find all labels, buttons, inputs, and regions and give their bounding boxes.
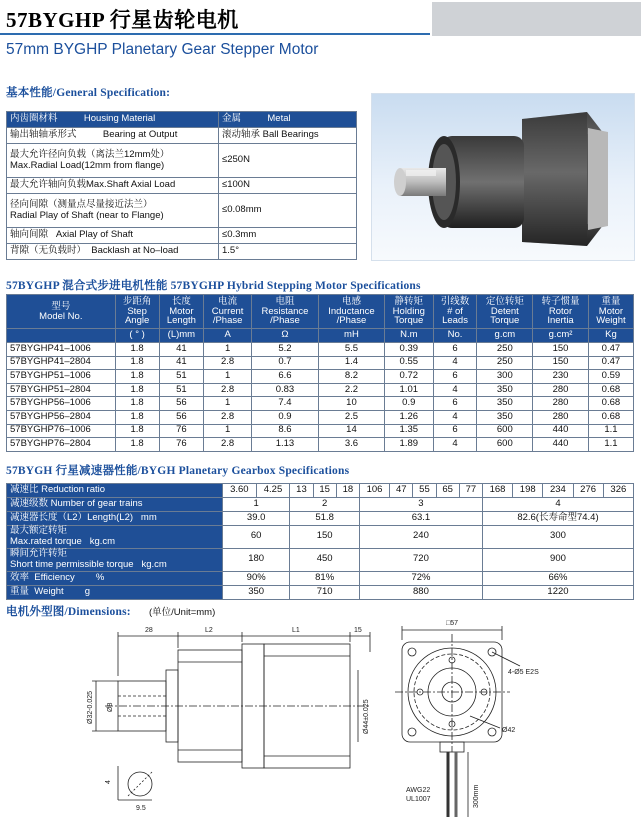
gearbox-row — [7, 498, 634, 512]
motor-spec-col-header-line: Inertia — [547, 315, 574, 327]
gearbox-value-cell: 51.8 — [290, 512, 360, 526]
gearbox-ratio-cell: 168 — [482, 484, 512, 498]
motor-spec-col-header-line: 静转矩 — [394, 295, 424, 307]
motor-spec-cell: 1.8 — [115, 438, 159, 452]
motor-spec-cell: 2.8 — [204, 356, 252, 370]
gearbox-value-cell: 81% — [290, 571, 360, 585]
motor-spec-col-header-line: 定位转矩 — [485, 295, 524, 307]
general-spec-row — [7, 228, 357, 244]
motor-spec-col-header-line: Rotor — [548, 305, 573, 317]
motor-spec-cell: 1.13 — [252, 438, 319, 452]
general-spec-item-line: 输出轴轴承形式 Bearing at Output — [10, 129, 178, 141]
general-spec-item-line: 最大允许径向负载（离法兰12mm处） — [10, 148, 170, 160]
motor-model-cell: 57BYGHP51–2804 — [7, 383, 116, 397]
motor-spec-col-header-line: Detent — [490, 305, 519, 317]
motor-spec-cell: 1.8 — [115, 370, 159, 384]
motor-spec-col-header — [318, 295, 384, 329]
motor-spec-cell: 1.8 — [115, 424, 159, 438]
gearbox-row-label-line: 瞬间允许转矩 — [10, 547, 68, 559]
gearbox-row-label — [7, 585, 223, 599]
motor-spec-cell: 1.4 — [318, 356, 384, 370]
motor-spec-unit: g.cm — [477, 329, 533, 343]
motor-spec-unit — [7, 329, 116, 343]
motor-spec-cell: 440 — [533, 438, 589, 452]
gearbox-value-cell: 4 — [482, 498, 633, 512]
motor-spec-unit: g.cm² — [533, 329, 589, 343]
motor-spec-cell: 600 — [477, 438, 533, 452]
dim-label-holes: 4-Ø5 E2S — [508, 669, 539, 676]
general-spec-item-line: Max.Radial Load(12mm from flange) — [10, 159, 165, 171]
gearbox-ratio-row — [7, 484, 634, 498]
motor-spec-cell: 1 — [204, 424, 252, 438]
motor-model-cell: 57BYGHP56–1006 — [7, 397, 116, 411]
motor-spec-cell: 1.8 — [115, 356, 159, 370]
gearbox-ratio-cell: 4.25 — [256, 484, 290, 498]
motor-spec-cell: 1 — [204, 397, 252, 411]
dim-label-l2: L2 — [205, 627, 213, 634]
motor-spec-row — [7, 383, 634, 397]
motor-spec-cell: 350 — [477, 397, 533, 411]
motor-spec-col-header-line: Resistance — [261, 305, 309, 317]
gearbox-row-label-line: Max.rated torque kg.cm — [10, 535, 116, 547]
general-spec-item-line: 轴向间隙 Axial Play of Shaft — [10, 229, 134, 241]
general-spec-item-line: 径向间隙（测量点尽量接近法兰） — [10, 198, 153, 210]
motor-spec-cell: 1.1 — [588, 424, 633, 438]
motor-model-cell: 57BYGHP41–1006 — [7, 343, 116, 357]
gearbox-ratio-cell: 65 — [436, 484, 459, 498]
gearbox-ratio-cell: 15 — [313, 484, 336, 498]
general-spec-row — [7, 194, 357, 228]
gearbox-value-cell: 900 — [482, 548, 633, 571]
motor-spec-col-header — [385, 295, 434, 329]
motor-spec-cell: 8.2 — [318, 370, 384, 384]
motor-spec-unit: mH — [318, 329, 384, 343]
gearbox-value-cell: 150 — [290, 526, 360, 549]
motor-spec-cell: 51 — [159, 383, 204, 397]
general-spec-value: ≤250N — [219, 144, 357, 178]
general-spec-item — [7, 178, 219, 194]
gearbox-row-label-line: 最大额定转矩 — [10, 525, 68, 536]
motor-spec-cell: 1 — [204, 370, 252, 384]
motor-spec-cell: 1.01 — [385, 383, 434, 397]
gearbox-ratio-label: 减速比 Reduction ratio — [7, 484, 223, 498]
motor-spec-cell: 10 — [318, 397, 384, 411]
motor-spec-cell: 41 — [159, 343, 204, 357]
motor-spec-col-header-line: Leads — [442, 315, 468, 327]
gearbox-value-cell: 350 — [223, 585, 290, 599]
motor-spec-cell: 6 — [433, 343, 477, 357]
motor-spec-unit: ( ° ) — [115, 329, 159, 343]
gearbox-row — [7, 571, 634, 585]
dim-label-15: 15 — [354, 627, 362, 634]
motor-spec-col-header-line: /Phase — [212, 315, 243, 327]
motor-spec-cell: 350 — [477, 383, 533, 397]
motor-spec-header — [7, 295, 634, 329]
motor-spec-cell: 0.68 — [588, 410, 633, 424]
general-spec-value: 滚动轴承 Ball Bearings — [219, 128, 357, 144]
gearbox-value-cell: 710 — [290, 585, 360, 599]
general-spec-item-line: 最大允许轴向负载Max.Shaft Axial Load — [10, 179, 176, 191]
motor-spec-cell: 7.4 — [252, 397, 319, 411]
motor-spec-title: 57BYGHP 混合式步进电机性能 57BYGHP Hybrid Stepping Motor Specifications — [6, 280, 421, 292]
motor-spec-col-header — [588, 295, 633, 329]
motor-spec-cell: 1.89 — [385, 438, 434, 452]
motor-spec-cell: 0.68 — [588, 397, 633, 411]
motor-spec-col-header-line: 引线数 — [440, 295, 470, 307]
motor-spec-col-header-line: 长度 — [171, 295, 191, 307]
motor-spec-cell: 0.9 — [385, 397, 434, 411]
motor-spec-cell: 280 — [533, 397, 589, 411]
gearbox-row — [7, 585, 634, 599]
dim-label-wire1: AWG22 — [406, 787, 431, 794]
page-subtitle: 57mm BYGHP Planetary Gear Stepper Motor — [6, 41, 319, 58]
general-spec-header-value: 金属 Metal — [219, 112, 357, 128]
motor-spec-col-header — [7, 295, 116, 329]
motor-spec-col-header-line: Holding — [392, 305, 425, 317]
gearbox-ratio-cell: 198 — [513, 484, 543, 498]
motor-spec-col-header-line: Inductance — [328, 305, 375, 317]
dimensions-unit: (单位/Unit=mm) — [149, 607, 216, 618]
motor-spec-row — [7, 424, 634, 438]
motor-spec-cell: 3.6 — [318, 438, 384, 452]
motor-spec-cell: 600 — [477, 424, 533, 438]
gearbox-value-cell: 2 — [290, 498, 360, 512]
motor-spec-cell: 250 — [477, 356, 533, 370]
motor-spec-cell: 1.26 — [385, 410, 434, 424]
gearbox-value-cell: 72% — [359, 571, 482, 585]
dim-label-d44: Ø44±0.025 — [363, 699, 370, 734]
general-spec-table — [6, 111, 357, 260]
motor-spec-col-header-line: Current — [211, 305, 244, 317]
motor-spec-unit: N.m — [385, 329, 434, 343]
motor-spec-cell: 280 — [533, 383, 589, 397]
general-spec-item-line: 背隙（无负载时） Backlash at No–load — [10, 245, 179, 257]
motor-spec-cell: 0.55 — [385, 356, 434, 370]
motor-spec-col-header-line: 步距角 — [122, 295, 152, 307]
gearbox-ratio-cell: 3.60 — [223, 484, 257, 498]
motor-spec-cell: 1.8 — [115, 410, 159, 424]
general-spec-title: 基本性能/General Specification: — [6, 87, 171, 99]
dim-label-d57: □57 — [446, 620, 459, 627]
general-spec-item-line: Radial Play of Shaft (near to Flange) — [10, 209, 164, 221]
motor-spec-cell: 5.2 — [252, 343, 319, 357]
gearbox-value-cell: 63.1 — [359, 512, 482, 526]
motor-spec-cell: 76 — [159, 424, 204, 438]
motor-spec-cell: 0.68 — [588, 383, 633, 397]
general-spec-item — [7, 128, 219, 144]
gearbox-row — [7, 548, 634, 571]
general-spec-value: ≤0.3mm — [219, 228, 357, 244]
motor-spec-cell: 440 — [533, 424, 589, 438]
gearbox-row-label — [7, 526, 223, 549]
dim-label-d32: Ø32-0.025 — [87, 690, 94, 724]
motor-spec-cell: 56 — [159, 397, 204, 411]
motor-spec-cell: 8.6 — [252, 424, 319, 438]
general-spec-value: 1.5° — [219, 244, 357, 260]
general-spec-row — [7, 244, 357, 260]
gearbox-row-label — [7, 571, 223, 585]
dim-label-pcd: Ø42 — [502, 727, 516, 734]
gearbox-ratio-cell: 106 — [359, 484, 389, 498]
general-spec-row — [7, 128, 357, 144]
motor-spec-col-header — [477, 295, 533, 329]
motor-spec-cell: 6 — [433, 424, 477, 438]
motor-model-cell: 57BYGHP56–2804 — [7, 410, 116, 424]
gearbox-ratio-cell: 77 — [459, 484, 482, 498]
motor-spec-cell: 76 — [159, 438, 204, 452]
gearbox-value-cell: 66% — [482, 571, 633, 585]
gearbox-ratio-cell: 18 — [336, 484, 359, 498]
motor-model-cell: 57BYGHP41–2804 — [7, 356, 116, 370]
motor-spec-cell: 41 — [159, 356, 204, 370]
motor-spec-col-header — [159, 295, 204, 329]
motor-spec-col-header-line: # of — [447, 305, 463, 317]
motor-spec-row — [7, 343, 634, 357]
dim-label-lead: 300mm — [473, 784, 480, 808]
dim-label-key95: 9.5 — [136, 805, 146, 812]
motor-spec-cell: 1.8 — [115, 383, 159, 397]
motor-spec-col-header-line: Motor — [169, 305, 194, 317]
motor-spec-col-header-line: 电流 — [218, 295, 238, 307]
motor-spec-unit: Ω — [252, 329, 319, 343]
dim-label-d8: Ø8 — [107, 702, 114, 712]
motor-spec-row — [7, 370, 634, 384]
motor-spec-cell: 0.7 — [252, 356, 319, 370]
gearbox-value-cell: 82.6(长寿命型74.4) — [482, 512, 633, 526]
motor-spec-cell: 2.8 — [204, 383, 252, 397]
motor-spec-cell: 0.47 — [588, 343, 633, 357]
motor-spec-cell: 4 — [433, 410, 477, 424]
motor-spec-cell: 1.8 — [115, 343, 159, 357]
gearbox-ratio-cell: 276 — [573, 484, 603, 498]
motor-spec-cell: 2.8 — [204, 410, 252, 424]
motor-spec-unit: No. — [433, 329, 477, 343]
motor-spec-col-header-line: Weight — [596, 315, 626, 327]
motor-model-cell: 57BYGHP76–1006 — [7, 424, 116, 438]
motor-spec-col-header-line: 电感 — [341, 295, 361, 307]
motor-spec-col-header — [115, 295, 159, 329]
motor-spec-cell: 0.59 — [588, 370, 633, 384]
gearbox-ratio-cell: 55 — [413, 484, 436, 498]
gearbox-ratio-cell: 13 — [290, 484, 313, 498]
motor-spec-cell: 51 — [159, 370, 204, 384]
gearbox-ratio-cell: 234 — [543, 484, 573, 498]
motor-spec-cell: 0.72 — [385, 370, 434, 384]
motor-spec-cell: 1.8 — [115, 397, 159, 411]
motor-spec-unit: A — [204, 329, 252, 343]
motor-spec-cell: 2.8 — [204, 438, 252, 452]
motor-spec-col-header-line: 转子惯量 — [541, 295, 580, 307]
motor-spec-col-header — [252, 295, 319, 329]
motor-spec-cell: 6.6 — [252, 370, 319, 384]
motor-spec-col-header — [533, 295, 589, 329]
motor-spec-table — [6, 294, 634, 452]
motor-spec-col-header-line: Angle — [124, 315, 150, 327]
motor-spec-cell: 0.83 — [252, 383, 319, 397]
motor-spec-cell: 1 — [204, 343, 252, 357]
motor-spec-cell: 2.2 — [318, 383, 384, 397]
motor-spec-cell: 56 — [159, 410, 204, 424]
motor-spec-cell: 4 — [433, 438, 477, 452]
dimensions-title: 电机外型图/Dimensions: — [6, 606, 131, 618]
general-spec-header-item: 内齿圈材料 Housing Material — [7, 112, 219, 128]
motor-spec-units — [7, 329, 634, 343]
motor-spec-cell: 0.47 — [588, 356, 633, 370]
gearbox-value-cell: 1 — [223, 498, 290, 512]
gearbox-value-cell: 39.0 — [223, 512, 290, 526]
page-title: 57BYGHP 行星齿轮电机 — [6, 8, 239, 32]
general-spec-item — [7, 194, 219, 228]
dimension-drawing — [0, 612, 641, 821]
motor-spec-cell: 0.39 — [385, 343, 434, 357]
gearbox-row-label — [7, 548, 223, 571]
gearbox-value-cell: 3 — [359, 498, 482, 512]
gearbox-spec-table — [6, 483, 634, 600]
gearbox-value-cell: 1220 — [482, 585, 633, 599]
motor-spec-row — [7, 410, 634, 424]
dim-label-28: 28 — [145, 627, 153, 634]
motor-spec-col-header-line: /Phase — [270, 315, 300, 327]
motor-spec-unit: Kg — [588, 329, 633, 343]
motor-spec-cell: 14 — [318, 424, 384, 438]
motor-spec-col-header-line: 电阻 — [275, 295, 295, 307]
gearbox-row-label-line: 减速级数 Number of gear trains — [10, 498, 143, 510]
general-spec-item — [7, 244, 219, 260]
motor-spec-col-header — [204, 295, 252, 329]
motor-image — [372, 94, 635, 261]
motor-spec-cell: 230 — [533, 370, 589, 384]
general-spec-row — [7, 144, 357, 178]
motor-spec-cell: 1.1 — [588, 438, 633, 452]
general-spec-item — [7, 228, 219, 244]
header-gray-band — [432, 2, 641, 36]
general-spec-header — [7, 112, 357, 128]
gearbox-ratio-cell: 326 — [603, 484, 633, 498]
header-rule — [0, 33, 430, 35]
motor-model-cell: 57BYGHP76–2804 — [7, 438, 116, 452]
motor-spec-col-header-line: Model No. — [39, 310, 83, 322]
gearbox-ratio-cell: 47 — [390, 484, 413, 498]
motor-spec-cell: 150 — [533, 343, 589, 357]
motor-spec-col-header-line: Torque — [394, 315, 424, 327]
motor-spec-row — [7, 397, 634, 411]
gearbox-row — [7, 526, 634, 549]
gearbox-row-label — [7, 498, 223, 512]
gearbox-spec-title: 57BYGH 行星减速器性能/BYGH Planetary Gearbox Specifications — [6, 465, 350, 477]
gearbox-row-label — [7, 512, 223, 526]
general-spec-value: ≤0.08mm — [219, 194, 357, 228]
general-spec-value: ≤100N — [219, 178, 357, 194]
dim-label-l1: L1 — [292, 627, 300, 634]
gearbox-row — [7, 512, 634, 526]
gearbox-value-cell: 300 — [482, 526, 633, 549]
gearbox-value-cell: 180 — [223, 548, 290, 571]
gearbox-value-cell: 60 — [223, 526, 290, 549]
motor-spec-cell: 6 — [433, 370, 477, 384]
motor-spec-col-header-line: Torque — [490, 315, 520, 327]
motor-spec-col-header — [433, 295, 477, 329]
motor-spec-cell: 350 — [477, 410, 533, 424]
motor-spec-cell: 1.35 — [385, 424, 434, 438]
motor-spec-cell: 5.5 — [318, 343, 384, 357]
motor-spec-col-header-line: Step — [127, 305, 147, 317]
gearbox-row-label-line: 效率 Efficiency % — [10, 571, 105, 583]
motor-spec-cell: 250 — [477, 343, 533, 357]
gearbox-value-cell: 450 — [290, 548, 360, 571]
motor-spec-col-header-line: Length — [166, 315, 196, 327]
motor-model-cell: 57BYGHP51–1006 — [7, 370, 116, 384]
motor-spec-cell: 2.5 — [318, 410, 384, 424]
general-spec-row — [7, 178, 357, 194]
dim-label-key4: 4 — [105, 780, 112, 784]
motor-spec-cell: 300 — [477, 370, 533, 384]
dim-label-wire2: UL1007 — [406, 796, 431, 803]
gearbox-value-cell: 880 — [359, 585, 482, 599]
motor-spec-cell: 6 — [433, 397, 477, 411]
motor-spec-cell: 150 — [533, 356, 589, 370]
motor-spec-col-header-line: /Phase — [336, 315, 367, 327]
motor-spec-cell: 0.9 — [252, 410, 319, 424]
gearbox-row-label-line: Short time permissible torque kg.cm — [10, 558, 167, 570]
gearbox-row-label-line: 重量 Weight g — [10, 585, 91, 597]
motor-spec-row — [7, 438, 634, 452]
motor-spec-row — [7, 356, 634, 370]
motor-photo — [371, 93, 635, 261]
motor-spec-col-header-line: 型号 — [51, 300, 71, 312]
motor-spec-cell: 4 — [433, 356, 477, 370]
motor-spec-unit: (L)mm — [159, 329, 204, 343]
gearbox-row-label-line: 减速器长度（L2）Length(L2) mm — [10, 512, 157, 524]
motor-spec-col-header-line: 重量 — [601, 295, 621, 307]
motor-spec-col-header-line: Motor — [598, 305, 624, 317]
gearbox-value-cell: 90% — [223, 571, 290, 585]
gearbox-value-cell: 720 — [359, 548, 482, 571]
gearbox-value-cell: 240 — [359, 526, 482, 549]
motor-spec-cell: 4 — [433, 383, 477, 397]
general-spec-item — [7, 144, 219, 178]
motor-spec-cell: 280 — [533, 410, 589, 424]
